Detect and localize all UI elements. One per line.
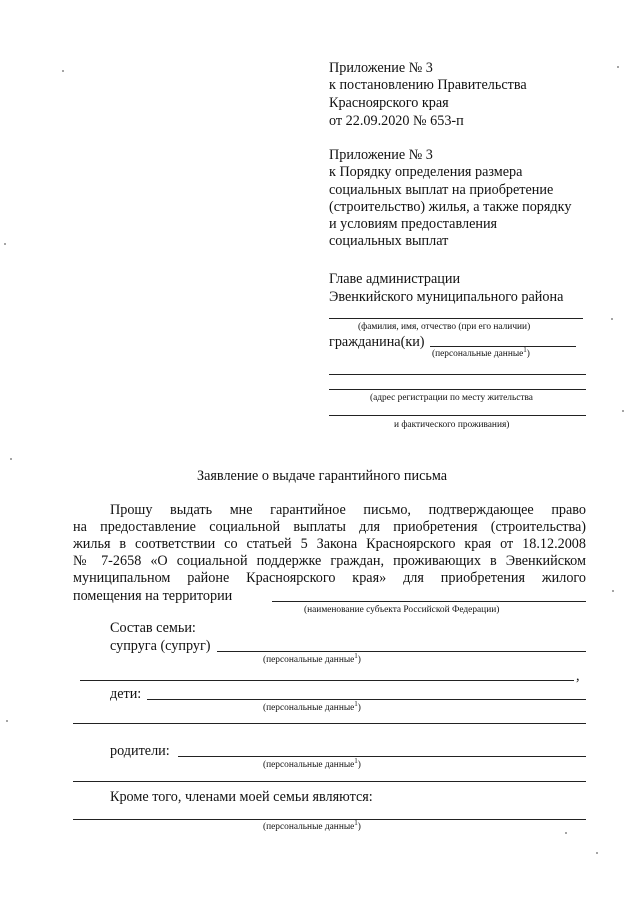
appendix-2-line-4: (строительство) жилья, а также порядку [329, 199, 572, 215]
appendix-1-line-4: от 22.09.2020 № 653-п [329, 113, 464, 129]
spouse-label: супруга (супруг) [110, 638, 211, 654]
address-caption-2: и фактического проживания) [394, 420, 510, 430]
document-title: Заявление о выдаче гарантийного письма [197, 468, 448, 484]
body-line-3: жилья в соответствии со статьей 5 Закона Красноярского края от 18.12.2008 [73, 536, 586, 552]
subject-field-line [272, 601, 586, 602]
body-line-2: на предоставление социальной выплаты для приобретения (строительства) [73, 519, 586, 535]
spouse-field-line [217, 651, 586, 652]
appendix-2-line-3: социальных выплат на приобретение [329, 182, 554, 198]
subject-caption: (наименование субъекта Российской Федерации) [304, 605, 500, 615]
appendix-1-line-3: Красноярского края [329, 95, 449, 111]
appendix-1-line-2: к постановлению Правительства [329, 77, 527, 93]
appendix-1-line-1: Приложение № 3 [329, 60, 433, 76]
address-caption-1: (адрес регистрации по месту жительства [370, 393, 533, 403]
spouse-personal-caption: (персональные данные$^1$) [263, 652, 361, 665]
scan-speck [617, 66, 619, 68]
address-field-line-2 [329, 389, 586, 390]
scan-speck [612, 590, 614, 592]
children-field-line-2 [73, 723, 586, 724]
citizen-field-line [430, 346, 576, 347]
body-line-6: помещения на территории [73, 588, 233, 604]
parents-personal-caption: (персональные данные$^1$) [263, 757, 361, 770]
parents-field-line [178, 756, 586, 757]
addressee-line-2: Эвенкийского муниципального района [329, 289, 564, 305]
scan-speck [6, 720, 8, 722]
spouse-field-line-2 [80, 680, 574, 681]
other-members-label: Кроме того, членами моей семьи являются: [110, 789, 373, 805]
children-personal-caption: (персональные данные$^1$) [263, 700, 361, 713]
scan-speck [611, 318, 613, 320]
address-field-line-3 [329, 415, 586, 416]
address-field-line-1 [329, 374, 586, 375]
parents-field-line-2 [73, 781, 586, 782]
children-field-line [147, 699, 586, 700]
other-members-personal-caption: (персональные данные$^1$) [263, 819, 361, 832]
scan-speck [596, 852, 598, 854]
scan-speck [4, 243, 6, 245]
spouse-comma: , [576, 668, 580, 684]
children-label: дети: [110, 686, 142, 702]
parents-label: родители: [110, 743, 170, 759]
body-line-5: муниципальном районе Красноярского края» для приобретения жилого [73, 570, 586, 586]
citizen-label: гражданина(ки) [329, 334, 425, 350]
citizen-personal-caption: (персональные данные$^1$) [432, 346, 530, 359]
scan-speck [62, 70, 64, 72]
appendix-2-line-2: к Порядку определения размера [329, 164, 523, 180]
appendix-2-line-5: и условиям предоставления [329, 216, 498, 232]
appendix-2-line-6: социальных выплат [329, 233, 449, 249]
other-members-field-line [73, 819, 586, 820]
body-line-4: № 7-2658 «О социальной поддержке граждан, проживающих в Эвенкийском [73, 553, 586, 569]
body-line-1: Прошу выдать мне гарантийное письмо, подтверждающее право [110, 502, 586, 518]
fio-caption: (фамилия, имя, отчество (при его наличии) [358, 322, 531, 332]
scan-speck [622, 410, 624, 412]
fio-field-line [329, 318, 583, 319]
appendix-2-line-1: Приложение № 3 [329, 147, 433, 163]
family-heading: Состав семьи: [110, 620, 196, 636]
addressee-line-1: Главе администрации [329, 271, 461, 287]
scan-speck [10, 458, 12, 460]
scan-speck [565, 832, 567, 834]
